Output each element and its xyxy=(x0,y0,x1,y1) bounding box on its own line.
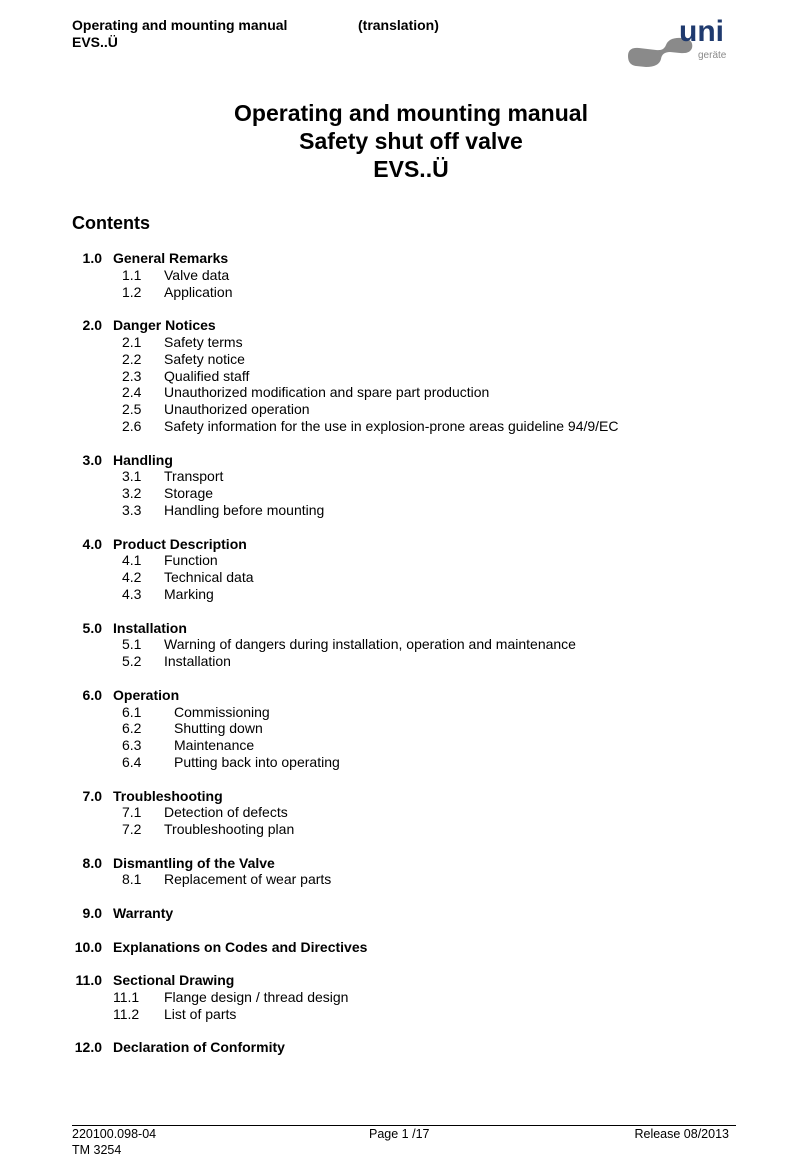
toc-section-line xyxy=(0,1039,808,1056)
toc-subsection-number: 1.2 xyxy=(122,283,142,300)
toc-section-number: 3.0 xyxy=(82,451,102,468)
toc-section-title: Warranty xyxy=(113,905,174,922)
toc-subsection-line xyxy=(0,871,808,888)
toc-subsection-number: 2.2 xyxy=(122,350,142,367)
toc-subsection-line xyxy=(0,989,808,1006)
header-doc-title: Operating and mounting manual xyxy=(72,17,288,33)
toc-section-line xyxy=(0,317,808,334)
toc-subsection-title: Technical data xyxy=(164,569,254,586)
toc-subsection-line xyxy=(0,351,808,368)
logo-subtext: geräte xyxy=(698,50,727,61)
toc-subsection-line xyxy=(0,267,808,284)
toc-subsection-number: 7.1 xyxy=(122,804,142,821)
toc-section-title: Handling xyxy=(113,451,173,468)
toc-section-title: Operation xyxy=(113,686,180,703)
title-line-2: Safety shut off valve xyxy=(299,128,523,154)
toc-section-line xyxy=(0,452,808,469)
toc-subsection-number: 2.5 xyxy=(122,401,142,418)
toc-subsection-title: Unauthorized modification and spare part production xyxy=(164,384,490,401)
toc-subsection-line xyxy=(0,502,808,519)
toc-subsection-title: Function xyxy=(164,552,218,569)
toc-subsection-title: Warning of dangers during installation, operation and maintenance xyxy=(164,636,576,653)
toc-subsection-line xyxy=(0,636,808,653)
toc-section-line xyxy=(0,855,808,872)
toc-section xyxy=(0,905,808,922)
toc-section xyxy=(0,250,808,300)
toc-section-title: Danger Notices xyxy=(113,317,216,334)
toc-subsection-line xyxy=(0,284,808,301)
toc-subsection-line xyxy=(0,552,808,569)
toc-subsection-line xyxy=(0,821,808,838)
toc-subsection-title: Valve data xyxy=(164,266,230,283)
running-header xyxy=(72,17,287,51)
toc-subsection-number: 6.1 xyxy=(122,703,142,720)
toc-section-line xyxy=(0,972,808,989)
toc-section-title: Explanations on Codes and Directives xyxy=(113,938,368,955)
toc-section-number: 10.0 xyxy=(74,938,102,955)
toc-section xyxy=(0,1039,808,1056)
toc-subsection-number: 6.2 xyxy=(122,720,142,737)
toc-subsection-line xyxy=(0,485,808,502)
footer-tm: TM 3254 xyxy=(72,1143,122,1157)
toc-subsection-title: Application xyxy=(164,283,233,300)
toc-subsection-title: Troubleshooting plan xyxy=(164,821,295,838)
toc-subsection-title: Handling before mounting xyxy=(164,501,325,518)
toc-section-title: General Remarks xyxy=(113,250,229,266)
toc-section-title: Sectional Drawing xyxy=(113,972,235,989)
toc-section-number: 8.0 xyxy=(82,854,102,871)
document-title xyxy=(0,99,808,183)
toc-subsection-title: Safety notice xyxy=(164,350,245,367)
toc-subsection-number: 3.1 xyxy=(122,468,142,485)
toc-subsection-number: 5.2 xyxy=(122,653,142,670)
toc-section-number: 9.0 xyxy=(82,905,102,922)
toc-subsection-number: 2.6 xyxy=(122,417,142,434)
toc-subsection-number: 11.1 xyxy=(113,989,140,1006)
contents-heading: Contents xyxy=(72,213,150,233)
logo-wordmark: uni xyxy=(679,16,724,48)
toc-subsection-title: Replacement of wear parts xyxy=(164,871,332,888)
footer-rule xyxy=(72,1125,736,1126)
toc-subsection-title: Detection of defects xyxy=(164,804,288,821)
table-of-contents xyxy=(0,250,808,1073)
toc-subsection-line xyxy=(0,368,808,385)
toc-section xyxy=(0,317,808,435)
toc-section-number: 11.0 xyxy=(75,972,102,989)
toc-subsection-line xyxy=(0,418,808,435)
toc-subsection-line xyxy=(0,586,808,603)
toc-section-line xyxy=(0,788,808,805)
toc-subsection-title: Maintenance xyxy=(174,737,255,754)
toc-section xyxy=(0,855,808,889)
toc-section-line xyxy=(0,620,808,637)
toc-subsection-number: 2.1 xyxy=(122,333,142,350)
toc-subsection-line xyxy=(0,720,808,737)
toc-section-number: 6.0 xyxy=(82,686,102,703)
toc-subsection-number: 1.1 xyxy=(122,266,142,283)
toc-subsection-number: 7.2 xyxy=(122,821,142,838)
toc-subsection-number: 6.4 xyxy=(122,753,142,770)
toc-subsection-number: 5.1 xyxy=(122,636,142,653)
toc-section-title: Dismantling of the Valve xyxy=(113,854,275,871)
toc-subsection-title: Shutting down xyxy=(174,720,263,737)
toc-subsection-title: Putting back into operating xyxy=(174,753,340,770)
toc-subsection-number: 11.2 xyxy=(113,1005,140,1022)
toc-subsection-number: 3.3 xyxy=(122,501,142,518)
toc-subsection-line xyxy=(0,653,808,670)
toc-subsection-line xyxy=(0,754,808,771)
toc-section-title: Troubleshooting xyxy=(113,787,223,804)
toc-subsection-number: 2.4 xyxy=(122,384,142,401)
toc-section-number: 2.0 xyxy=(82,317,102,334)
toc-section-line xyxy=(0,687,808,704)
toc-subsection-title: Storage xyxy=(164,485,214,502)
toc-subsection-title: Flange design / thread design xyxy=(164,989,349,1006)
title-line-1: Operating and mounting manual xyxy=(234,100,588,126)
footer-doc-number: 220100.098-04 xyxy=(72,1127,157,1141)
toc-subsection-number: 4.2 xyxy=(122,569,142,586)
toc-subsection-number: 6.3 xyxy=(122,737,142,754)
toc-subsection-line xyxy=(0,401,808,418)
toc-subsection-line xyxy=(0,569,808,586)
toc-section-line xyxy=(0,939,808,956)
title-line-3: EVS..Ü xyxy=(373,156,449,182)
toc-subsection-title: Marking xyxy=(164,585,214,602)
toc-section-line xyxy=(0,250,808,267)
toc-section-title: Product Description xyxy=(113,535,247,552)
toc-section xyxy=(0,972,808,1022)
toc-section-number: 7.0 xyxy=(82,787,102,804)
toc-section xyxy=(0,452,808,519)
toc-subsection-line xyxy=(0,704,808,721)
toc-section-title: Declaration of Conformity xyxy=(113,1039,285,1056)
toc-subsection-title: Commissioning xyxy=(174,703,270,720)
toc-section-number: 12.0 xyxy=(74,1039,102,1056)
footer-page-number: Page 1 /17 xyxy=(369,1127,430,1141)
toc-subsection-line xyxy=(0,384,808,401)
toc-subsection-line xyxy=(0,804,808,821)
toc-subsection-line xyxy=(0,737,808,754)
toc-section-number: 4.0 xyxy=(82,535,102,552)
toc-subsection-title: List of parts xyxy=(164,1005,237,1022)
toc-subsection-title: Safety terms xyxy=(164,333,243,350)
toc-section xyxy=(0,939,808,956)
toc-section-line xyxy=(0,536,808,553)
toc-section-number: 1.0 xyxy=(82,250,102,266)
toc-subsection-title: Unauthorized operation xyxy=(164,401,310,418)
toc-subsection-line xyxy=(0,334,808,351)
toc-subsection-number: 4.3 xyxy=(122,585,142,602)
toc-section-title: Installation xyxy=(113,619,187,636)
toc-section xyxy=(0,687,808,771)
uni-geraete-logo xyxy=(626,16,736,72)
toc-section-line xyxy=(0,905,808,922)
toc-subsection-number: 8.1 xyxy=(122,871,142,888)
toc-section xyxy=(0,536,808,603)
toc-subsection-title: Installation xyxy=(164,653,231,670)
toc-section xyxy=(0,620,808,670)
header-model: EVS..Ü xyxy=(72,34,118,50)
toc-subsection-number: 3.2 xyxy=(122,485,142,502)
toc-subsection-title: Safety information for the use in explosion-prone areas guideline 94/9/EC xyxy=(164,417,619,434)
toc-subsection-number: 4.1 xyxy=(122,552,142,569)
toc-subsection-title: Transport xyxy=(164,468,224,485)
toc-subsection-number: 2.3 xyxy=(122,367,142,384)
toc-subsection-line xyxy=(0,468,808,485)
toc-section-number: 5.0 xyxy=(82,619,102,636)
footer-release: Release 08/2013 xyxy=(634,1127,729,1141)
toc-section xyxy=(0,788,808,838)
toc-subsection-line xyxy=(0,1006,808,1023)
toc-subsection-title: Qualified staff xyxy=(164,367,250,384)
header-translation: (translation) xyxy=(358,17,439,33)
